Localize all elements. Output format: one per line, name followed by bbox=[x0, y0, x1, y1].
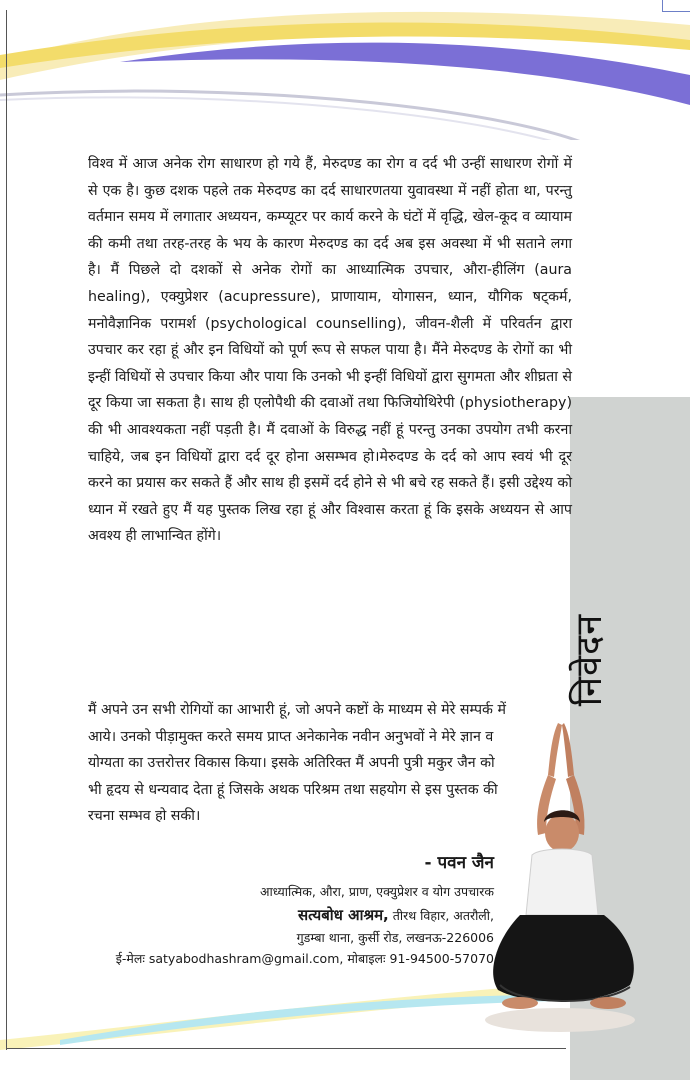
email-address: satyabodhashram@gmail.com bbox=[148, 951, 340, 966]
phone-label: , मोबाइलः bbox=[339, 951, 390, 966]
author-address-line2: गुडम्बा थाना, कुर्सी रोड, लखनऊ-226006 bbox=[296, 930, 494, 945]
paragraph-acknowledgement: मैं अपने उन सभी रोगियों का आभारी हूं, जो अपने कष्टों के माध्यम से मेरे सम्पर्क में आये। उनको पीड़ामुक्त करते समय प्राप्त अनेकानेक नवीन अनुभवों ने मेरे ज्ञान व योग्यता का उत्तरोत्तर विकास किया। इसके अतिरिक्त मैं अपनी पुत्री मकुर जैन को भी हृदय से धन्यवाद देता हूं जिसके अथक परिश्रम तथा सहयोग से इस पुस्तक की रचना सम्भव हो सकी। bbox=[88, 702, 506, 825]
paragraph-intro: विश्व में आज अनेक रोग साधारण हो गये हैं, मेरुदण्ड का रोग व दर्द भी उन्हीं साधारण रोगों में से एक है। कुछ दशक पहले तक मेरुदण्ड का दर्द साधारणतया युवावस्था में नहीं होता था, परन्तु वर्तमान समय में लगातार अध्ययन, कम्प्यूटर पर कार्य करने के घंटों में वृद्धि, खेल-कूद व व्यायाम की कमी तथा तरह-तरह के भय के कारण मेरुदण्ड का दर्द अब इस अवस्था में भी सताने लगा है। मैं पिछले दो दशकों से अनेक रोगों का आध्यात्मिक उपचार, औरा-हीलिंग (aura healing), एक्युप्रेशर (acupressure), प्राणायाम, योगासन, ध्यान, यौगिक षट्कर्म, मनोवैज्ञानिक परामर्श (psychological counselling), जीवन-शैली में परिवर्तन द्वारा उपचार कर रहा हूं और इन विधियों को पूर्ण रूप से सफल पाया है। मैंने मेरुदण्ड के रोगों का भी इन्हीं विधियों से उपचार किया और पाया कि उनको भी इन्हीं विधियों द्वारा सुगमता और शीघ्रता से दूर किया जा सकता है। साथ ही एलोपैथी की दवाओं तथा फिजियोथिरेपी (physiotherapy) की भी आवश्यकता नहीं पड़ती है। मैं दवाओं के विरुद्ध नहीं हूं परन्तु उनका उपयोग तभी करना चाहिये, जब इन विधियों द्वारा दर्द दूर होना असम्भव हो।मेरुदण्ड के दर्द को आप स्वयं भी दूर करने का प्रयास कर सकते हैं और साथ ही इसमें दर्द होने से भी बचे रह सकते हैं। इसी उद्देश्य को ध्यान में रखते हुए मैं यह पुस्तक लिख रहा हूं और विश्वास करता हूं कि इसके अध्ययन से आप अवश्य ही लाभान्वित होंगे। bbox=[88, 156, 573, 545]
address-locality: तीरथ विहार, अतरौली, bbox=[388, 908, 494, 923]
ashram-name: सत्यबोध आश्रम, bbox=[298, 906, 389, 924]
crop-mark-top-h bbox=[662, 11, 690, 12]
author-address-line1 bbox=[298, 905, 494, 925]
section-title: निवेदन bbox=[569, 613, 610, 707]
page-border-left bbox=[6, 10, 7, 1050]
author-designation: आध्यात्मिक, औरा, प्राण, एक्युप्रेशर व योग उपचारक bbox=[260, 884, 494, 899]
email-label: ई-मेलः bbox=[115, 951, 149, 966]
author-name: - पवन जैन bbox=[424, 853, 494, 873]
yoga-pose-illustration bbox=[480, 715, 650, 1035]
author-contact bbox=[116, 950, 494, 967]
phone-number: 91-94500-57070 bbox=[389, 951, 494, 966]
page-border-bottom bbox=[6, 1048, 566, 1049]
